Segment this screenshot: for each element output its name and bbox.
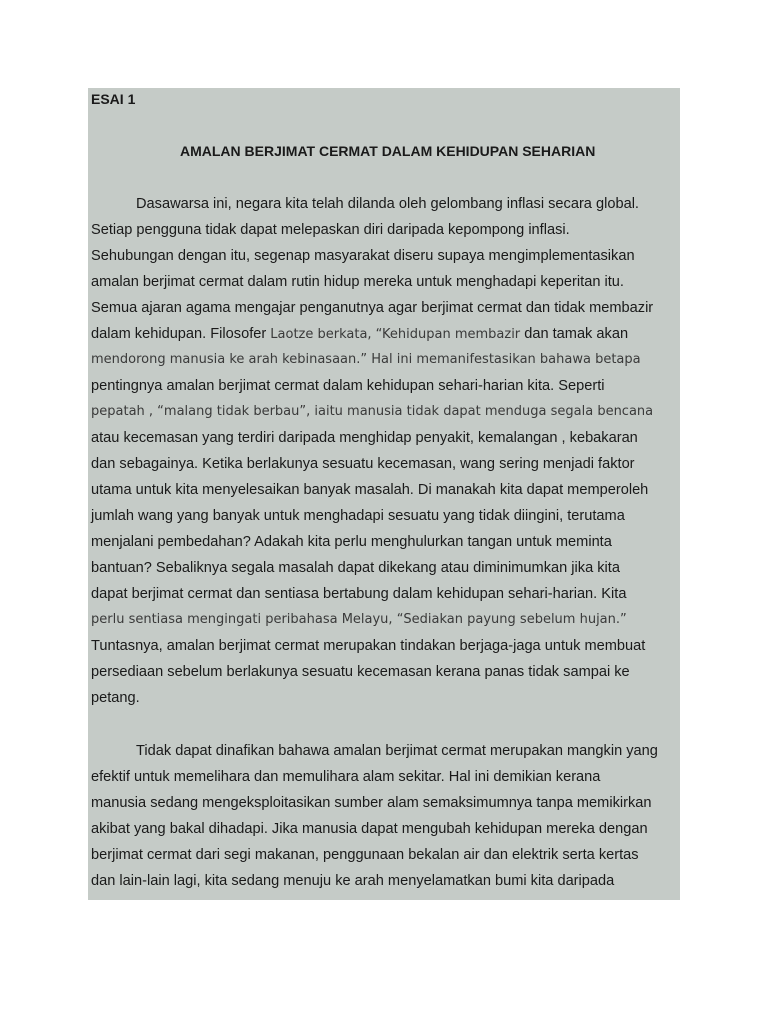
text-line: Tuntasnya, amalan berjimat cermat merupakan tindakan berjaga-jaga untuk membuat bbox=[91, 638, 646, 654]
essay-label: ESAI 1 bbox=[91, 91, 136, 107]
text-line: akibat yang bakal dihadapi. Jika manusia dapat mengubah kehidupan mereka dengan bbox=[91, 821, 648, 837]
text-line: amalan berjimat cermat dalam rutin hidup mereka untuk menghadapi keperitan itu. bbox=[91, 274, 624, 290]
text-line: persediaan sebelum berlakunya sesuatu kecemasan kerana panas tidak sampai ke bbox=[91, 664, 630, 680]
text-line: utama untuk kita menyelesaikan banyak masalah. Di manakah kita dapat memperoleh bbox=[91, 482, 649, 498]
text-line: bantuan? Sebaliknya segala masalah dapat dikekang atau diminimumkan jika kita bbox=[91, 560, 620, 576]
text-line: dan sebagainya. Ketika berlakunya sesuatu kecemasan, wang sering menjadi faktor bbox=[91, 456, 635, 472]
text-line: manusia sedang mengeksploitasikan sumber alam semaksimumnya tanpa memikirkan bbox=[91, 795, 652, 811]
text-line: menjalani pembedahan? Adakah kita perlu menghulurkan tangan untuk meminta bbox=[91, 534, 612, 550]
essay-title: AMALAN BERJIMAT CERMAT DALAM KEHIDUPAN SEHARIAN bbox=[180, 143, 596, 159]
text-line: Semua ajaran agama mengajar penganutnya agar berjimat cermat dan tidak membazir bbox=[91, 300, 654, 316]
quoted-text-line: perlu sentiasa mengingati peribahasa Melayu, “Sediakan payung sebelum hujan.” bbox=[91, 612, 627, 627]
text-run: dan tamak akan bbox=[520, 326, 629, 342]
document-page bbox=[88, 88, 680, 900]
text-line: dan lain-lain lagi, kita sedang menuju ke arah menyelamatkan bumi kita daripada bbox=[91, 873, 615, 889]
text-line: Tidak dapat dinafikan bahawa amalan berjimat cermat merupakan mangkin yang bbox=[136, 743, 658, 759]
quoted-text-line: mendorong manusia ke arah kebinasaan.” Hal ini memanifestasikan bahawa betapa bbox=[91, 352, 641, 367]
text-line: petang. bbox=[91, 690, 140, 706]
text-run: dalam kehidupan. Filosofer bbox=[91, 326, 271, 342]
text-line: pentingnya amalan berjimat cermat dalam kehidupan sehari-harian kita. Seperti bbox=[91, 378, 605, 394]
text-line: Dasawarsa ini, negara kita telah dilanda oleh gelombang inflasi secara global. bbox=[136, 196, 639, 212]
quoted-text-line: pepatah , “malang tidak berbau”, iaitu manusia tidak dapat menduga segala bencana bbox=[91, 404, 654, 419]
text-line: dapat berjimat cermat dan sentiasa bertabung dalam kehidupan sehari-harian. Kita bbox=[91, 586, 627, 602]
text-line: Sehubungan dengan itu, segenap masyarakat diseru supaya mengimplementasikan bbox=[91, 248, 635, 264]
text-line bbox=[91, 325, 628, 344]
quoted-text: Laotze berkata, “Kehidupan membazir bbox=[270, 327, 521, 342]
text-line: atau kecemasan yang terdiri daripada menghidap penyakit, kemalangan , kebakaran bbox=[91, 430, 638, 446]
text-line: jumlah wang yang banyak untuk menghadapi sesuatu yang tidak diingini, terutama bbox=[91, 508, 625, 524]
text-line: efektif untuk memelihara dan memulihara alam sekitar. Hal ini demikian kerana bbox=[91, 769, 601, 785]
text-line: Setiap pengguna tidak dapat melepaskan diri daripada kepompong inflasi. bbox=[91, 222, 570, 238]
text-line: berjimat cermat dari segi makanan, penggunaan bekalan air dan elektrik serta kertas bbox=[91, 847, 639, 863]
